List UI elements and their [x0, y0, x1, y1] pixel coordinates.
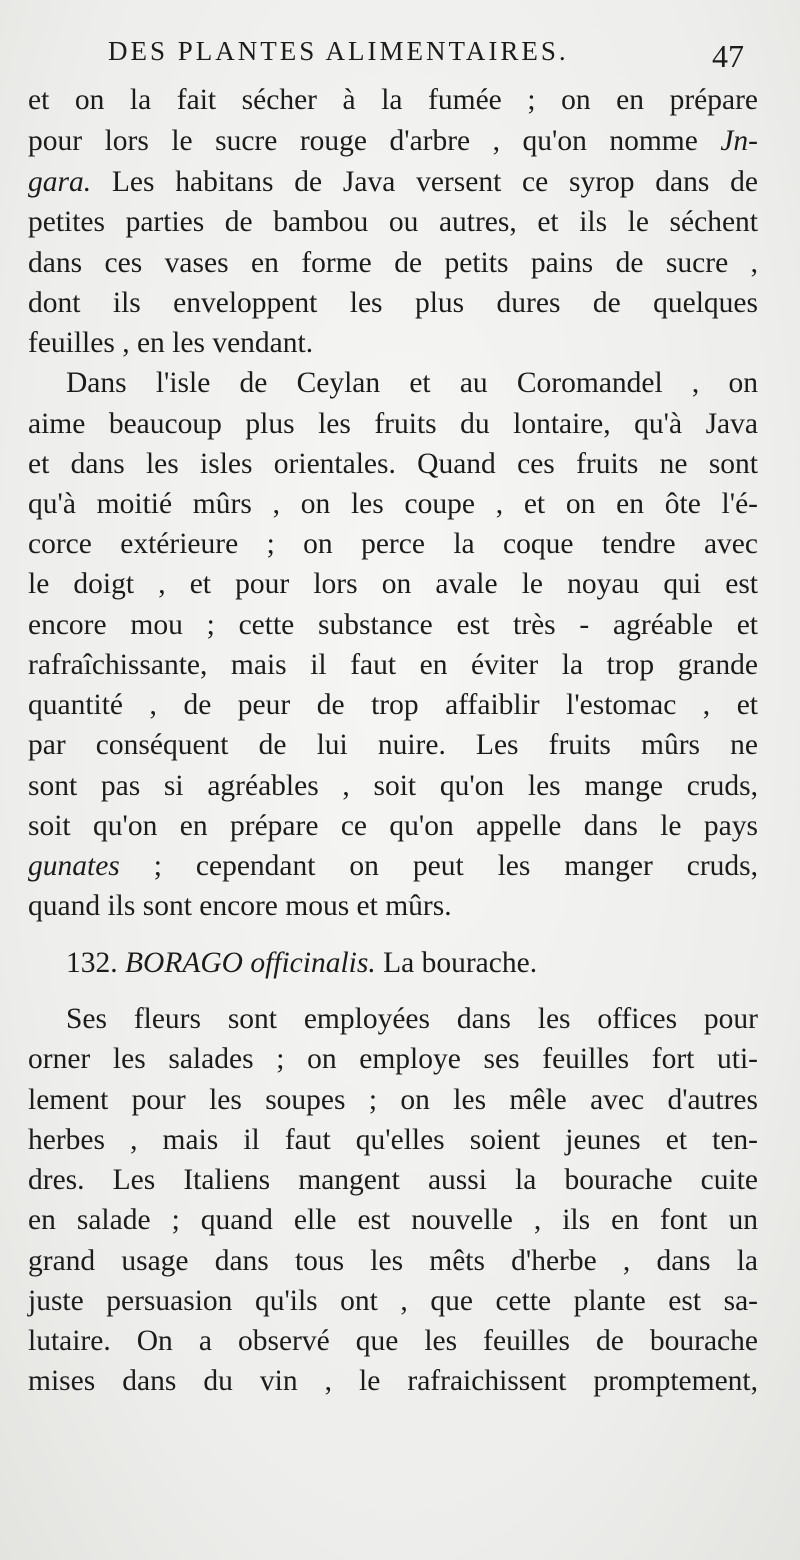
- text-line: dont ils enveloppent les plus dures de quelques: [28, 287, 758, 319]
- text-line: feuilles , en les vendant.: [28, 327, 314, 359]
- text-line: aime beaucoup plus les fruits du lontaire, qu'à Java: [28, 408, 758, 440]
- text-line: encore mou ; cette substance est très - agréable et: [28, 609, 758, 641]
- text-line: le doigt , et pour lors on avale le noyau qui est: [28, 568, 758, 600]
- page-number: 47: [712, 38, 744, 74]
- text-line: gara. Les habitans de Java versent ce syrop dans de: [28, 166, 758, 198]
- text-line: grand usage dans tous les mêts d'herbe , dans la: [28, 1245, 758, 1277]
- text-line: dans ces vases en forme de petits pains de sucre ,: [28, 247, 758, 279]
- text-line: soit qu'on en prépare ce qu'on appelle dans le pays: [28, 810, 758, 842]
- entry-heading: 132. BORAGO officinalis. La bourache.: [66, 947, 538, 979]
- running-head: DES PLANTES ALIMENTAIRES.: [108, 36, 569, 66]
- text-line: quantité , de peur de trop affaiblir l'estomac , et: [28, 689, 758, 721]
- text-line: herbes , mais il faut qu'elles soient jeunes et ten-: [28, 1124, 758, 1156]
- text-line: juste persuasion qu'ils ont , que cette plante est sa-: [28, 1285, 758, 1317]
- text-line: Ses fleurs sont employées dans les offices pour: [66, 1003, 758, 1035]
- text-line: lement pour les soupes ; on les mêle avec d'autres: [28, 1084, 758, 1116]
- text-line: qu'à moitié mûrs , on les coupe , et on en ôte l'é-: [28, 488, 758, 520]
- text-line: pour lors le sucre rouge d'arbre , qu'on nomme Jn-: [28, 125, 758, 157]
- text-line: et dans les isles orientales. Quand ces fruits ne sont: [28, 448, 758, 480]
- text-line: dres. Les Italiens mangent aussi la bourache cuite: [28, 1164, 758, 1196]
- text-line: petites parties de bambou ou autres, et ils le séchent: [28, 206, 758, 238]
- text-line: corce extérieure ; on perce la coque tendre avec: [28, 528, 758, 560]
- text-line: gunates ; cependant on peut les manger cruds,: [28, 850, 758, 882]
- text-line: quand ils sont encore mous et mûrs.: [28, 890, 452, 922]
- text-line: sont pas si agréables , soit qu'on les mange cruds,: [28, 770, 758, 802]
- text-line: mises dans du vin , le rafraichissent promptement,: [28, 1365, 758, 1397]
- text-line: par conséquent de lui nuire. Les fruits mûrs ne: [28, 729, 758, 761]
- text-line: en salade ; quand elle est nouvelle , ils en font un: [28, 1204, 758, 1236]
- text-line: et on la fait sécher à la fumée ; on en prépare: [28, 84, 758, 116]
- text-line: orner les salades ; on employe ses feuilles fort uti-: [28, 1043, 758, 1075]
- text-line: Dans l'isle de Ceylan et au Coromandel , on: [66, 367, 758, 399]
- text-line: lutaire. On a observé que les feuilles de bourache: [28, 1325, 758, 1357]
- text-line: rafraîchissante, mais il faut en éviter la trop grande: [28, 649, 758, 681]
